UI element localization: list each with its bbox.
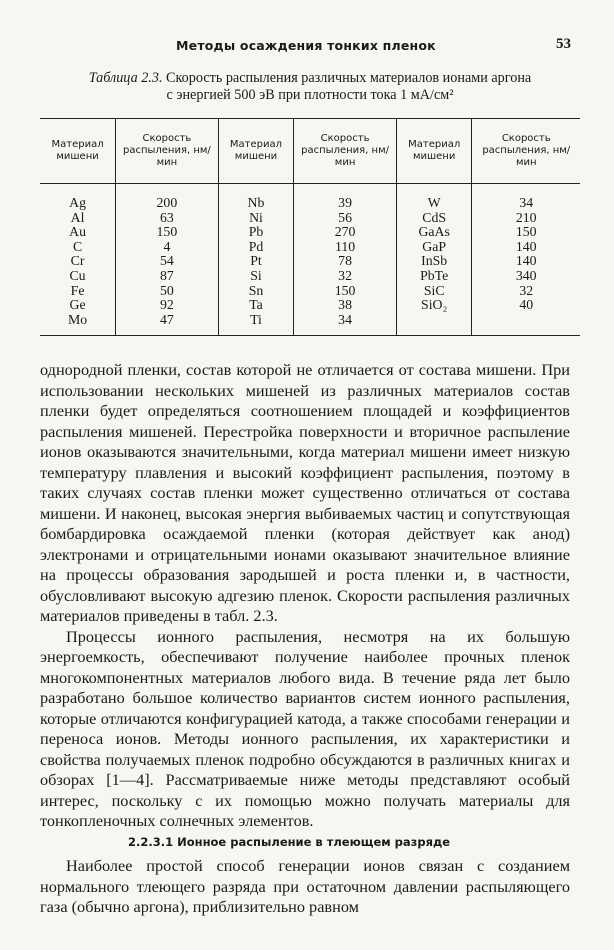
table-cell: CdS — [396, 211, 472, 226]
table-cell: W — [396, 184, 472, 211]
table-row — [40, 313, 580, 336]
table-cell: C — [72, 238, 83, 254]
table-cell: Au — [69, 224, 86, 240]
table-cell: Pd — [218, 240, 294, 255]
body-text-continued — [40, 856, 570, 918]
table-cell: 150 — [116, 225, 219, 240]
table-cell: Ti — [218, 313, 294, 336]
table-row — [40, 240, 580, 255]
table-row — [40, 298, 580, 313]
table-cell: Pb — [218, 225, 294, 240]
table-cell: Al — [70, 209, 85, 225]
table-cell: 32 — [294, 269, 397, 284]
table-cell: Cr — [70, 253, 85, 269]
table-cell: 110 — [294, 240, 397, 255]
table-row — [40, 225, 580, 240]
table-cell — [472, 313, 580, 336]
table-cell: Cu — [69, 267, 86, 283]
table-cell: Ag — [69, 195, 86, 210]
table-header-row — [40, 119, 580, 184]
column-header: Материал мишени — [40, 119, 116, 184]
table-cell: 92 — [116, 298, 219, 313]
column-header: Скорость распыления, нм/мин — [116, 119, 219, 184]
paragraph: Наиболее простой способ генерации ионов связан с созданием нормального тлеющего разряда при остаточном давлении распыляющего газа (обычно аргона), приблизительно равном — [40, 856, 570, 916]
table-cell: 200 — [116, 184, 219, 211]
table-cell: 50 — [116, 284, 219, 299]
table-cell: Mo — [67, 311, 88, 327]
table-cell: 39 — [294, 184, 397, 211]
table-cell: PbTe — [396, 269, 472, 284]
table-row — [40, 254, 580, 269]
table-cell — [396, 313, 472, 336]
column-header: Материал мишени — [218, 119, 294, 184]
table-cell: Fe — [70, 282, 85, 298]
table-cell: SiO₂ — [396, 298, 472, 313]
table-cell: Ge — [69, 297, 86, 313]
column-header: Скорость распыления, нм/мин — [294, 119, 397, 184]
page-number: 53 — [556, 36, 571, 52]
table-cell: Ta — [218, 298, 294, 313]
table-row — [40, 184, 580, 211]
table-caption — [40, 70, 580, 104]
table-cell: Pt — [218, 254, 294, 269]
table-cell: 34 — [472, 184, 580, 211]
section-subheading: 2.2.3.1 Ионное распыление в тлеющем разряде — [128, 835, 451, 849]
column-header: Материал мишени — [396, 119, 472, 184]
table-cell: 38 — [294, 298, 397, 313]
paragraph: однородной пленки, состав которой не отличается от состава мишени. При использовании нескольких мишеней из различных материалов состав пленки будет определяться соотношением площадей и коэффициентов распыления мишеней. Перестройка поверхности и вторичное распыление ионов оказываются значительными, когда материал мишени имеет низкую температуру плавления и высокий коэффициент распыления, поэтому в таких случаях состав пленки может существенно отличаться от состава мишени. И наконец, высокая энергия выбиваемых частиц и сопутствующая бомбардировка осаждаемой пленки (которая действует как анод) электронами и отрицательными ионами оказывают значительное влияние на процессы образования зародышей и роста пленки и, в частности, обусловливают высокую адгезию пленок. Скорости распыления различных материалов приведены в табл. 2.3. — [40, 360, 570, 625]
table-cell: 78 — [294, 254, 397, 269]
sputtering-rate-table — [40, 118, 580, 336]
table-cell: 40 — [472, 298, 580, 313]
column-header: Скорость распыления, нм/мин — [472, 119, 580, 184]
table-caption-line2: с энергией 500 эВ при плотности тока 1 мА/см² — [166, 87, 454, 103]
table-cell: 34 — [294, 313, 397, 336]
table-cell: 87 — [116, 269, 219, 284]
table-row — [40, 269, 580, 284]
table-cell: 270 — [294, 225, 397, 240]
table-cell: 210 — [472, 211, 580, 226]
table-cell: 150 — [472, 225, 580, 240]
table-row — [40, 211, 580, 226]
table-cell: GaP — [396, 240, 472, 255]
body-text — [40, 360, 570, 832]
table-cell: Nb — [218, 184, 294, 211]
table-caption-label: Таблица 2.3. — [88, 70, 163, 86]
table-cell: 4 — [116, 240, 219, 255]
table-cell: 63 — [116, 211, 219, 226]
paragraph: Процессы ионного распыления, несмотря на их большую энергоемкость, обеспечивают получение наиболее прочных пленок многокомпонентных материалов любого вида. В течение ряда лет было разработано большое количество вариантов систем ионного распыления, которые отличаются конфигурацией катода, а также способами генерации и переноса ионов. Методы ионного распыления, их характеристики и свойства получаемых пленок подробно обсуждаются в различных книгах и обзорах [1—4]. Рассматриваемые ниже методы представляют особый интерес, поскольку с их помощью можно получать материалы для тонкопленочных солнечных элементов. — [40, 626, 570, 830]
table-row — [40, 284, 580, 299]
table-cell: SiC — [396, 284, 472, 299]
table-cell: 47 — [116, 313, 219, 336]
table-cell: 54 — [116, 254, 219, 269]
table-cell: Si — [218, 269, 294, 284]
table-cell: Ni — [218, 211, 294, 226]
table-cell: 32 — [472, 284, 580, 299]
table-cell: GaAs — [396, 225, 472, 240]
table-cell: 140 — [472, 254, 580, 269]
table-cell: 56 — [294, 211, 397, 226]
table-cell: 140 — [472, 240, 580, 255]
table-cell: InSb — [396, 254, 472, 269]
table-cell: Sn — [218, 284, 294, 299]
table-cell: 340 — [472, 269, 580, 284]
table-caption-line1: Скорость распыления различных материалов ионами аргона — [166, 70, 532, 86]
table-cell: 150 — [294, 284, 397, 299]
running-head: Методы осаждения тонких пленок — [176, 38, 436, 53]
